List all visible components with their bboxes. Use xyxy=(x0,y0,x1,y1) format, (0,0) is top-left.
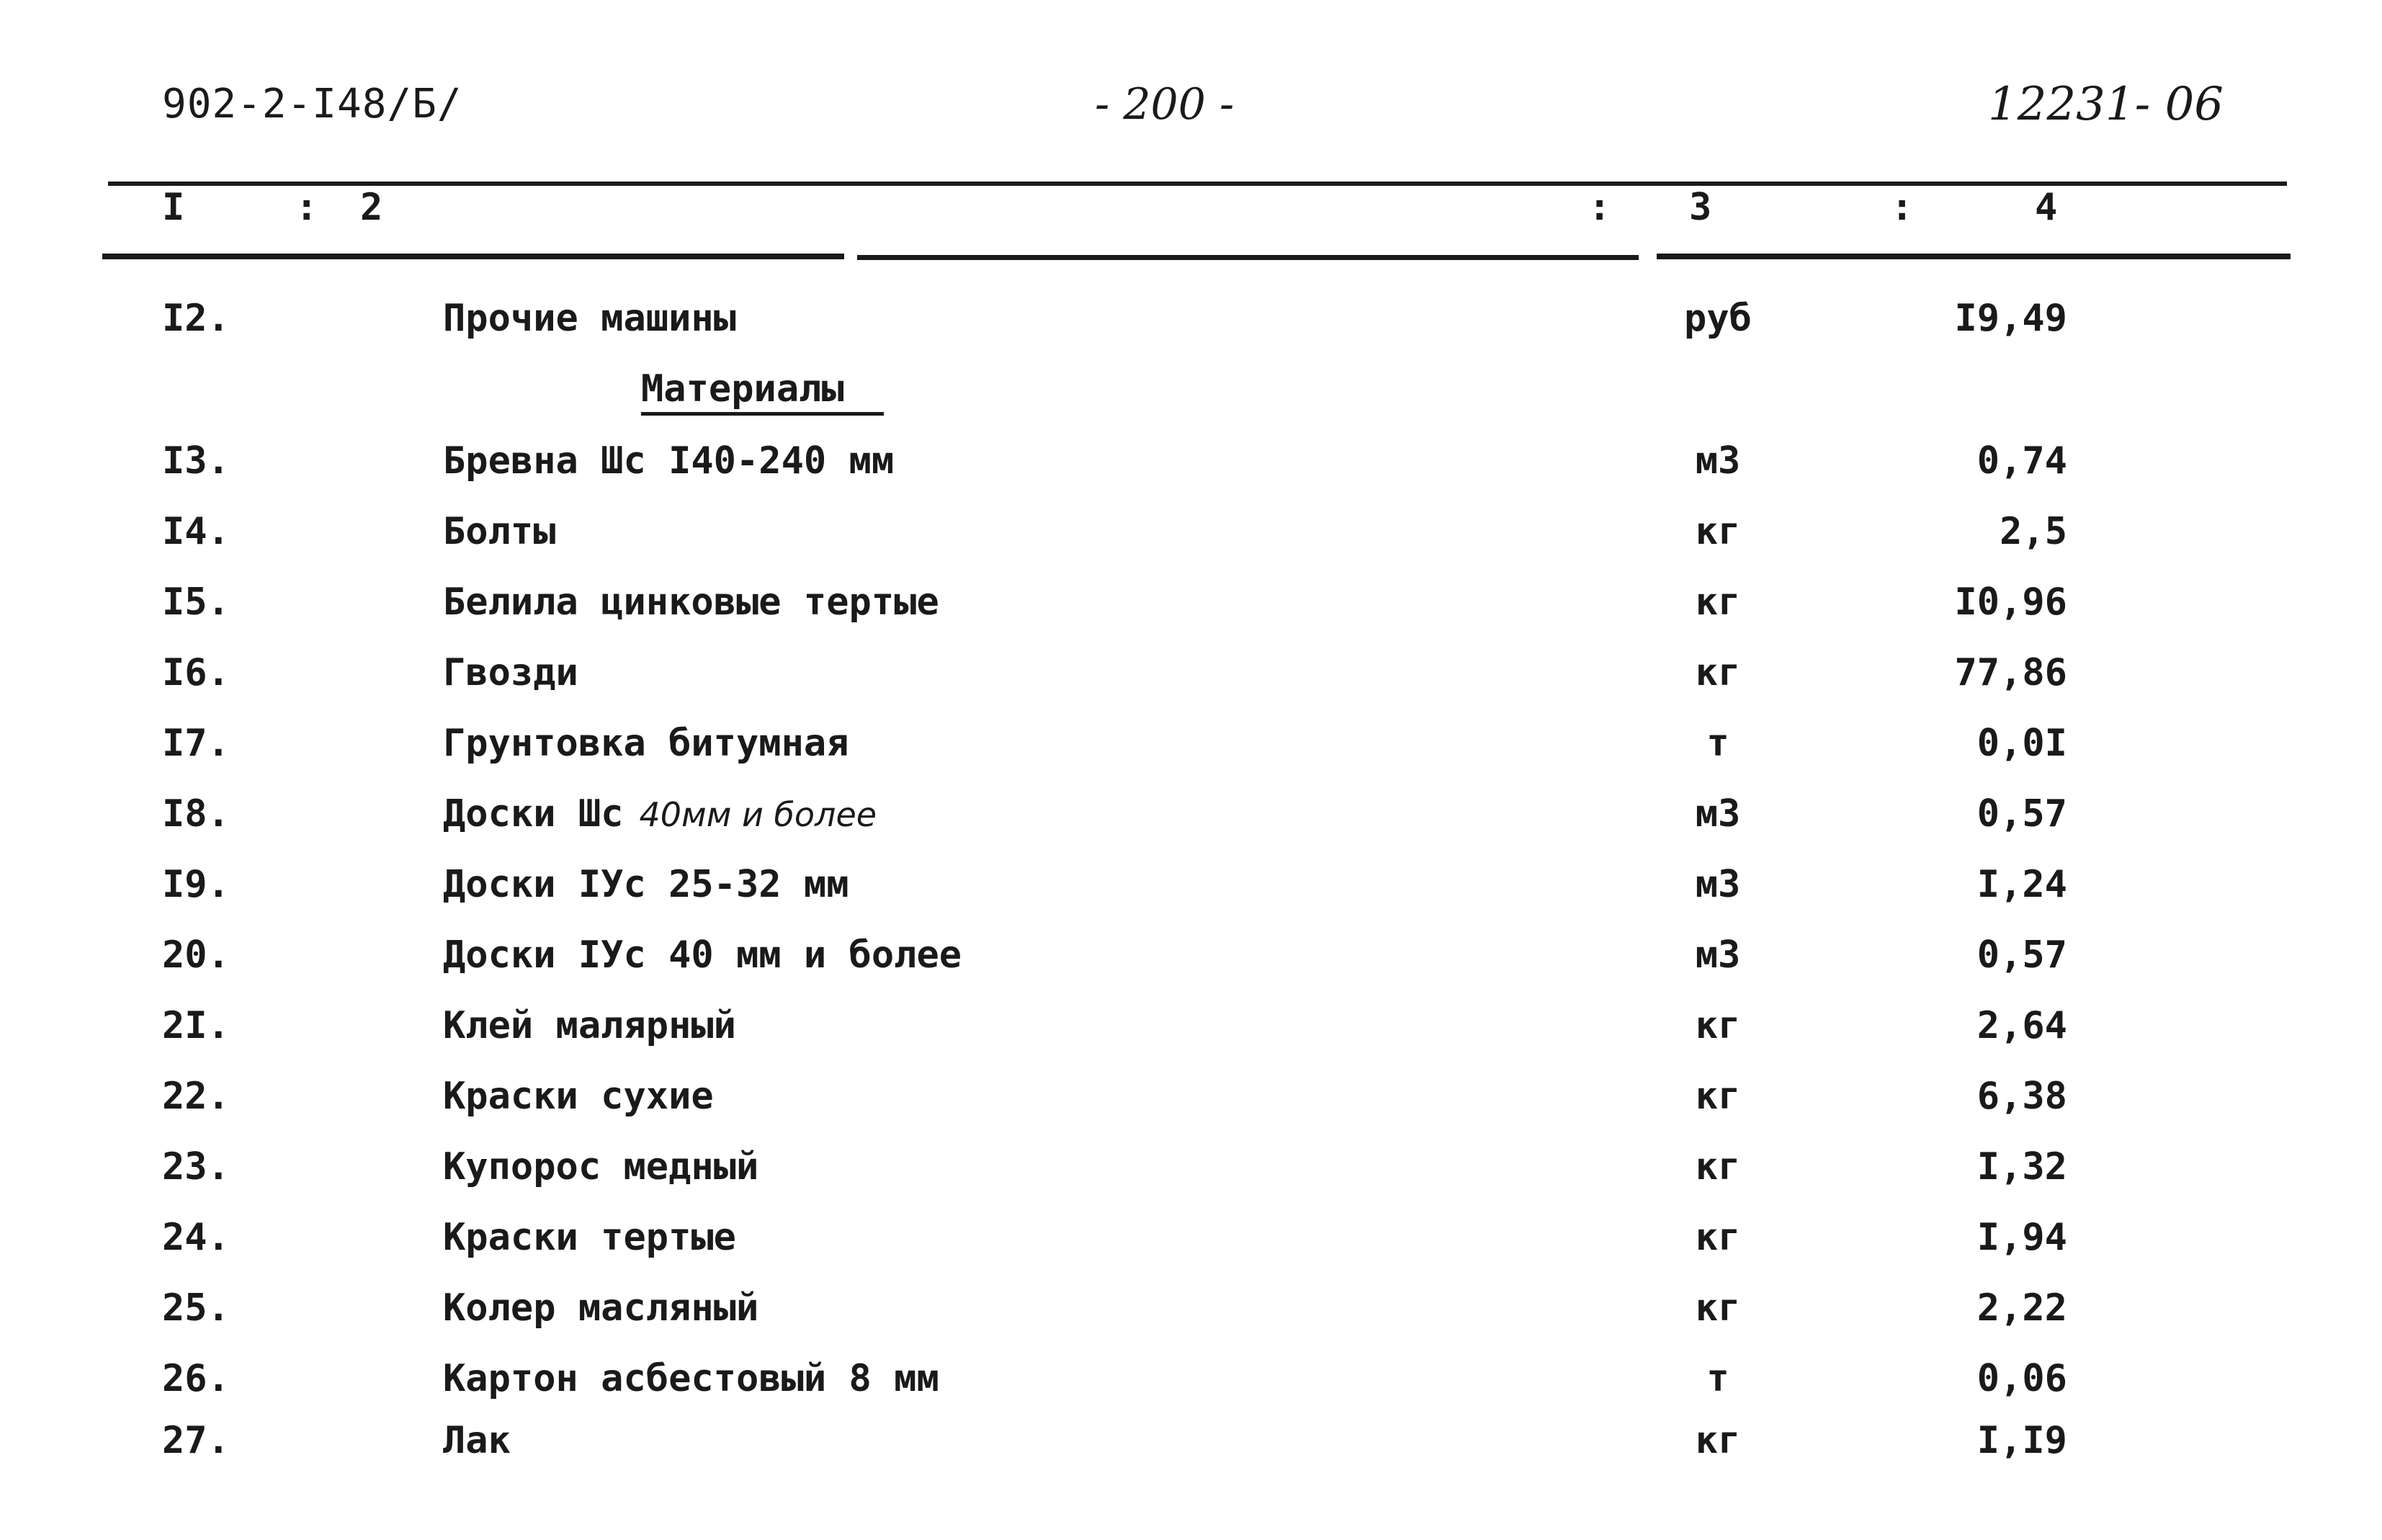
row-unit: м3 xyxy=(1695,792,1741,836)
row-unit: руб xyxy=(1684,297,1752,340)
row-number: 20. xyxy=(162,934,230,977)
row-item-name xyxy=(443,651,578,694)
row-number: I3. xyxy=(162,439,230,483)
row-unit: кг xyxy=(1695,1004,1741,1047)
row-unit: кг xyxy=(1695,1075,1741,1118)
row-quantity: 0,0I xyxy=(1976,722,2067,765)
row-quantity: I9,49 xyxy=(1954,297,2067,340)
table-row xyxy=(0,1075,2382,1145)
header-rule-right xyxy=(1657,254,2291,259)
column-separator: : xyxy=(1891,186,1914,229)
row-item-name xyxy=(443,1145,758,1188)
row-quantity: 0,74 xyxy=(1976,439,2067,483)
row-item-name-text: Краски тертые xyxy=(443,1216,736,1259)
row-number: I9. xyxy=(162,863,230,906)
row-item-name-text: Лак xyxy=(443,1419,511,1462)
row-quantity: 0,57 xyxy=(1976,934,2067,977)
row-unit: кг xyxy=(1695,1145,1741,1188)
row-quantity: 0,06 xyxy=(1976,1357,2067,1400)
page-number: - 200 - xyxy=(1095,79,1235,130)
row-unit: т xyxy=(1706,1357,1729,1400)
column-header-1: I xyxy=(162,186,185,229)
row-item-name xyxy=(443,1075,714,1118)
row-quantity: 77,86 xyxy=(1954,651,2067,694)
row-quantity: 2,5 xyxy=(2000,510,2067,553)
row-quantity: I,I9 xyxy=(1976,1419,2067,1462)
table-row xyxy=(0,1419,2382,1490)
table-row xyxy=(0,934,2382,1004)
row-unit: кг xyxy=(1695,581,1741,624)
row-item-name-text: Грунтовка битумная xyxy=(443,722,849,765)
row-number: 22. xyxy=(162,1075,230,1118)
table-row xyxy=(0,651,2382,722)
row-item-name xyxy=(443,297,736,340)
row-item-name-text: Белила цинковые тертые xyxy=(443,581,939,624)
row-item-name-text: Болты xyxy=(443,510,556,553)
row-quantity: 2,64 xyxy=(1976,1004,2067,1047)
column-header-2: 2 xyxy=(360,186,383,229)
archive-number: 12231- 06 xyxy=(1988,78,2224,131)
row-item-name-text: Клей малярный xyxy=(443,1004,736,1047)
column-separator: : xyxy=(295,186,318,229)
row-item-name-text: Краски сухие xyxy=(443,1075,714,1118)
row-item-name-text: Купорос медный xyxy=(443,1145,759,1188)
row-number: 25. xyxy=(162,1286,230,1330)
row-number: I5. xyxy=(162,581,230,624)
row-item-name xyxy=(443,722,849,765)
row-item-name-text: Доски Шс xyxy=(443,792,624,836)
row-item-name xyxy=(443,934,962,977)
row-unit: кг xyxy=(1695,510,1741,553)
column-header-4: 4 xyxy=(2035,186,2058,229)
row-quantity: 2,22 xyxy=(1976,1286,2067,1330)
document-code: 902-2-I48/Б/ xyxy=(162,81,462,127)
row-item-name-text: Гвозди xyxy=(443,651,578,694)
table-row xyxy=(0,792,2382,863)
row-item-name xyxy=(443,581,939,624)
table-row xyxy=(0,297,2382,367)
row-number: I8. xyxy=(162,792,230,836)
row-quantity: I,32 xyxy=(1976,1145,2067,1188)
row-item-name xyxy=(443,792,877,836)
column-header-3: 3 xyxy=(1689,186,1712,229)
row-unit: кг xyxy=(1695,651,1741,694)
table-row xyxy=(0,1216,2382,1286)
table-row xyxy=(0,1357,2382,1428)
table-row xyxy=(0,439,2382,510)
row-quantity: 0,57 xyxy=(1976,792,2067,836)
row-number: 24. xyxy=(162,1216,230,1259)
row-item-name-text: Доски IУс 25-32 мм xyxy=(443,863,849,906)
top-rule xyxy=(108,182,2287,186)
row-unit: кг xyxy=(1695,1419,1741,1462)
row-item-name xyxy=(443,1004,736,1047)
row-item-name-text: Доски IУс 40 мм и более xyxy=(443,934,962,977)
table-row xyxy=(0,1145,2382,1216)
row-item-name-text: Бревна Шс I40-240 мм xyxy=(443,439,895,483)
table-row xyxy=(0,1286,2382,1357)
handwritten-note: 40мм и более xyxy=(639,795,877,834)
row-quantity: I0,96 xyxy=(1954,581,2067,624)
row-number: 23. xyxy=(162,1145,230,1188)
header-rule-middle xyxy=(857,255,1639,260)
table-row xyxy=(0,722,2382,792)
row-item-name xyxy=(443,1216,736,1259)
row-quantity: I,94 xyxy=(1976,1216,2067,1259)
row-item-name xyxy=(443,439,894,483)
row-number: 27. xyxy=(162,1419,230,1462)
header-rule-left xyxy=(102,254,844,259)
section-title-materials: Материалы xyxy=(641,367,884,416)
row-unit: м3 xyxy=(1695,863,1741,906)
row-unit: кг xyxy=(1695,1286,1741,1330)
row-item-name xyxy=(443,1286,758,1330)
table-row xyxy=(0,863,2382,934)
row-item-name xyxy=(443,1419,511,1462)
row-item-name-text: Прочие машины xyxy=(443,297,736,340)
row-item-name xyxy=(443,510,556,553)
row-number: I2. xyxy=(162,297,230,340)
row-item-name-text: Картон асбестовый 8 мм xyxy=(443,1357,939,1400)
row-number: I4. xyxy=(162,510,230,553)
table-row xyxy=(0,1004,2382,1075)
row-item-name xyxy=(443,1357,939,1400)
row-number: 2I. xyxy=(162,1004,230,1047)
row-unit: м3 xyxy=(1695,934,1741,977)
row-unit: т xyxy=(1706,722,1729,765)
table-row xyxy=(0,510,2382,581)
row-item-name xyxy=(443,863,849,906)
row-quantity: I,24 xyxy=(1976,863,2067,906)
table-row xyxy=(0,581,2382,651)
row-item-name-text: Колер масляный xyxy=(443,1286,759,1330)
row-unit: м3 xyxy=(1695,439,1741,483)
row-quantity: 6,38 xyxy=(1976,1075,2067,1118)
row-unit: кг xyxy=(1695,1216,1741,1259)
row-number: 26. xyxy=(162,1357,230,1400)
column-separator: : xyxy=(1588,186,1611,229)
row-number: I7. xyxy=(162,722,230,765)
row-number: I6. xyxy=(162,651,230,694)
